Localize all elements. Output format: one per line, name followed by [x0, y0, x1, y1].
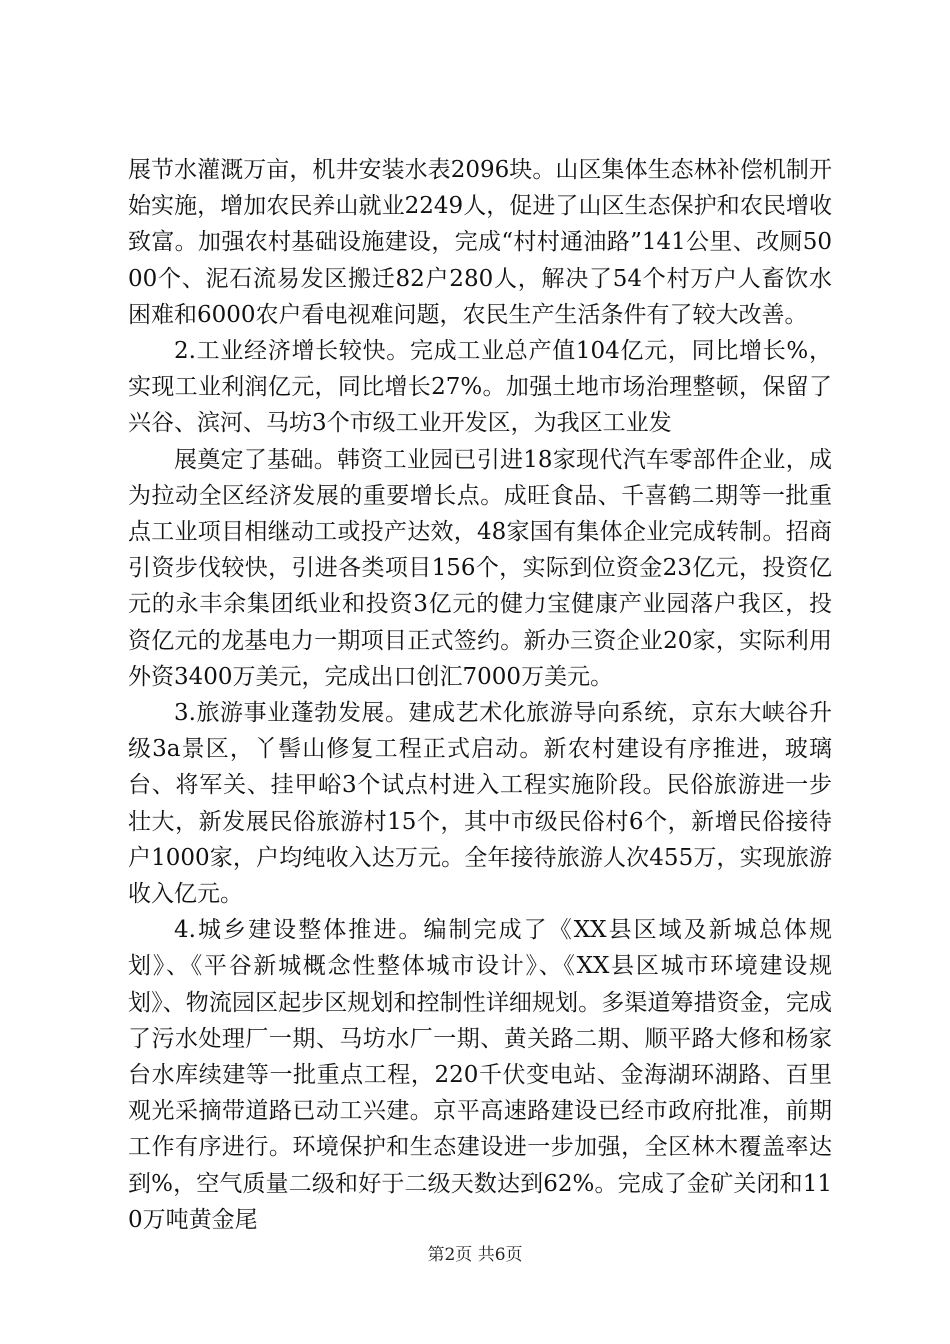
- paragraph-1: 展节水灌溉万亩，机井安装水表2096块。山区集体生态林补偿机制开始实施，增加农民养山就业2249人，促进了山区生态保护和农民增收致富。加强农村基础设施建设，完成“村村通油路”141公里、改厕5000个、泥石流易发区搬迁82户280人，解决了54个村万户人畜饮水困难和6000农户看电视难问题，农民生产生活条件有了较大改善。: [128, 157, 832, 328]
- paragraph-2: 2.工业经济增长较快。完成工业总产值104亿元，同比增长%，实现工业利润亿元，同比增长27%。加强土地市场治理整顿，保留了兴谷、滨河、马坊3个市级工业开发区，为我区工业发: [128, 338, 832, 437]
- paragraph-4: 3.旅游事业蓬勃发展。建成艺术化旅游导向系统，京东大峡谷升级3a景区，丫髻山修复工程正式启动。新农村建设有序推进，玻璃台、将军关、挂甲峪3个试点村进入工程实施阶段。民俗旅游进一步壮大，新发展民俗旅游村15个，其中市级民俗村6个，新增民俗接待户1000家，户均纯收入达万元。全年接待旅游人次455万，实现旅游收入亿元。: [128, 700, 832, 908]
- page-number-footer: 第2页 共6页: [427, 1245, 523, 1265]
- paragraph-5: 4.城乡建设整体推进。编制完成了《XX县区域及新城总体规划》、《平谷新城概念性整体城市设计》、《XX县区城市环境建设规划》、物流园区起步区规划和控制性详细规划。多渠道筹措资金，完成了污水处理厂一期、马坊水厂一期、黄关路二期、顺平路大修和杨家台水库续建等一批重点工程，220千伏变电站、金海湖环湖路、百里观光采摘带道路已动工兴建。京平高速路建设已经市政府批准，前期工作有序进行。环境保护和生态建设进一步加强，全区林木覆盖率达到%，空气质量二级和好于二级天数达到62%。完成了金矿关闭和110万吨黄金尾: [128, 917, 832, 1233]
- document-body: [128, 152, 832, 1238]
- paragraph-3: 展奠定了基础。韩资工业园已引进18家现代汽车零部件企业，成为拉动全区经济发展的重要增长点。成旺食品、千喜鹤二期等一批重点工业项目相继动工或投产达效，48家国有集体企业完成转制。招商引资步伐较快，引进各类项目156个，实际到位资金23亿元，投资亿元的永丰余集团纸业和投资3亿元的健力宝健康产业园落户我区，投资亿元的龙基电力一期项目正式签约。新办三资企业20家，实际利用外资3400万美元，完成出口创汇7000万美元。: [128, 446, 832, 690]
